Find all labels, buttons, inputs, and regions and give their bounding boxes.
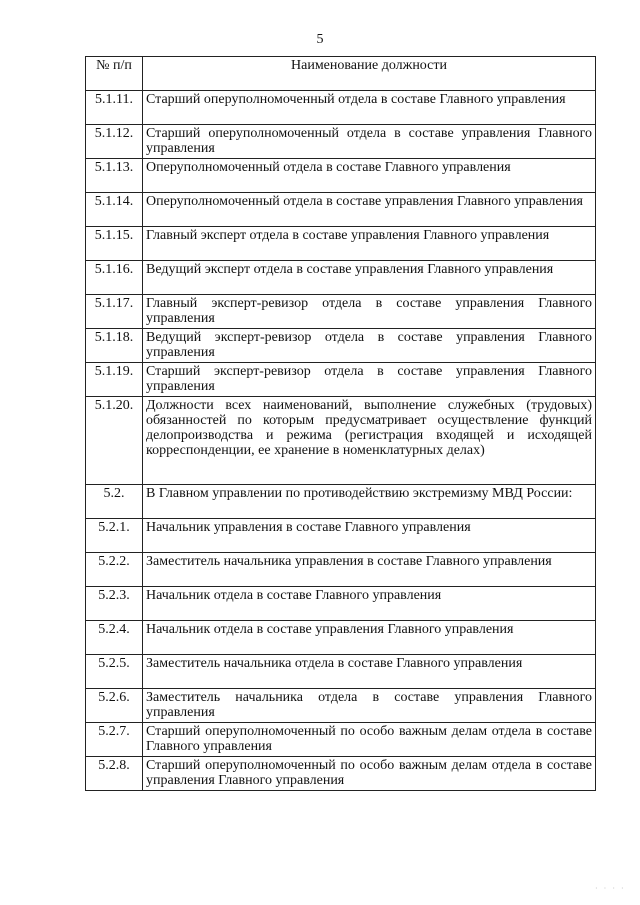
row-position-name: Главный эксперт-ревизор отдела в составе управления Главного управления: [143, 295, 596, 329]
table-row: [86, 159, 596, 193]
row-number: 5.2.6.: [86, 689, 143, 723]
row-position-name: Старший оперуполномоченный отдела в составе управления Главного управления: [143, 125, 596, 159]
row-number: 5.2.4.: [86, 621, 143, 655]
row-position-name: Старший оперуполномоченный по особо важным делам отдела в составе Главного управления: [143, 723, 596, 757]
row-position-name: Старший эксперт-ревизор отдела в составе управления Главного управления: [143, 363, 596, 397]
table-row: [86, 91, 596, 125]
row-position-name: Заместитель начальника отдела в составе Главного управления: [143, 655, 596, 689]
row-number: 5.1.11.: [86, 91, 143, 125]
row-position-name: Ведущий эксперт отдела в составе управления Главного управления: [143, 261, 596, 295]
row-number: 5.1.20.: [86, 397, 143, 485]
table-row: [86, 125, 596, 159]
row-number: 5.2.2.: [86, 553, 143, 587]
table-row: [86, 295, 596, 329]
row-position-name: Начальник отдела в составе Главного управления: [143, 587, 596, 621]
table-row: [86, 329, 596, 363]
row-position-name: Старший оперуполномоченный по особо важным делам отдела в составе управления Главного управления: [143, 757, 596, 791]
row-position-name: Оперуполномоченный отдела в составе управления Главного управления: [143, 193, 596, 227]
table-row: [86, 397, 596, 485]
row-number: 5.2.3.: [86, 587, 143, 621]
row-position-name: Начальник управления в составе Главного управления: [143, 519, 596, 553]
table-row: [86, 553, 596, 587]
table-header-row: [86, 57, 596, 91]
row-position-name: Оперуполномоченный отдела в составе Главного управления: [143, 159, 596, 193]
table-row: [86, 227, 596, 261]
header-number: № п/п: [86, 57, 143, 91]
row-number: 5.1.18.: [86, 329, 143, 363]
header-position-name: Наименование должности: [143, 57, 596, 91]
table-row: [86, 587, 596, 621]
table-section-row: [86, 485, 596, 519]
row-number: 5.2.1.: [86, 519, 143, 553]
row-position-name: Заместитель начальника отдела в составе управления Главного управления: [143, 689, 596, 723]
table-row: [86, 193, 596, 227]
row-position-name: Заместитель начальника управления в составе Главного управления: [143, 553, 596, 587]
row-position-name: Ведущий эксперт-ревизор отдела в составе управления Главного управления: [143, 329, 596, 363]
row-number: 5.1.13.: [86, 159, 143, 193]
row-number: 5.1.14.: [86, 193, 143, 227]
table-row: [86, 261, 596, 295]
positions-table: [85, 56, 596, 791]
row-number: 5.2.: [86, 485, 143, 519]
row-number: 5.1.17.: [86, 295, 143, 329]
row-number: 5.1.15.: [86, 227, 143, 261]
table-row: [86, 363, 596, 397]
table-row: [86, 655, 596, 689]
scan-artifact-dots: · · · ·: [595, 884, 626, 893]
row-number: 5.1.16.: [86, 261, 143, 295]
row-number: 5.1.19.: [86, 363, 143, 397]
row-number: 5.2.5.: [86, 655, 143, 689]
row-position-name: Старший оперуполномоченный отдела в составе Главного управления: [143, 91, 596, 125]
table-row: [86, 723, 596, 757]
table-row: [86, 519, 596, 553]
row-number: 5.2.8.: [86, 757, 143, 791]
row-section-title: В Главном управлении по противодействию экстремизму МВД России:: [143, 485, 596, 519]
page-number: 5: [316, 32, 324, 47]
table-row: [86, 757, 596, 791]
row-number: 5.1.12.: [86, 125, 143, 159]
row-position-name: Главный эксперт отдела в составе управления Главного управления: [143, 227, 596, 261]
row-position-name: Должности всех наименований, выполнение служебных (трудовых) обязанностей по которым предусматривает осуществление функций делопроизводства и режима (регистрация входящей и исходящей корреспонденции, ее хранение в номенклатурных делах): [143, 397, 596, 485]
table-row: [86, 689, 596, 723]
row-number: 5.2.7.: [86, 723, 143, 757]
table-row: [86, 621, 596, 655]
row-position-name: Начальник отдела в составе управления Главного управления: [143, 621, 596, 655]
